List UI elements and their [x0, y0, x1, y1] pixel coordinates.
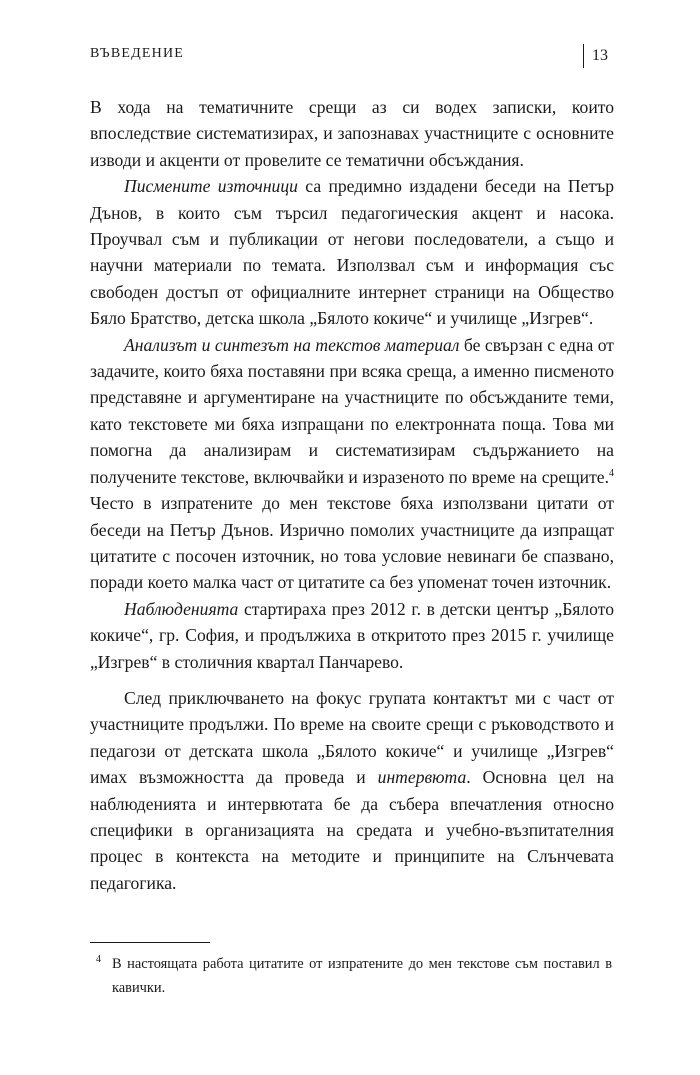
paragraph-4: [90, 596, 614, 675]
paragraph-4-emphasis: Наблюденията: [124, 598, 239, 619]
body-text: [90, 94, 614, 896]
page-number: 13: [592, 47, 608, 64]
paragraph-2-emphasis: Писмените източници: [124, 176, 298, 197]
footnote: [90, 952, 612, 1000]
paragraph-4-text: стартираха през 2012 г. в детски център „Бялото кокиче“, гр. София, и продължиха в откритото през 2015 г. училище „Изгрев“ в столичния квартал Панчарево.: [90, 598, 614, 672]
paragraph-5-text-b: . Основна цел на наблюденията и интервютата бе да събера впечатления относно специфики в организацията на средата и учебно-възпитателния процес в контекста на методите и принципите на Слънчевата педагогика.: [90, 767, 614, 893]
paragraph-3-emphasis: Анализът и синтезът на текстов материал: [124, 334, 460, 355]
footnote-rule: [90, 942, 210, 943]
paragraph-5: [90, 685, 614, 896]
paragraph-3-text-a: бе свързан с една от задачите, които бяха поставяни при всяка среща, а именно писменото представяне и аргументиране на участниците по обсъжданите теми, като текстовете ми бяха изпращани по електронната поща. Това ми помогна да анализирам и систематизирам съдържанието на получените текстове, включвайки и изразеното по време на срещите.: [90, 334, 614, 487]
page-header: [90, 46, 608, 72]
paragraph-2: [90, 173, 614, 331]
paragraph-1: [90, 94, 614, 173]
paragraph-3-text-b: Често в изпратените до мен текстове бяха използвани цитати от беседи на Петър Дънов. Изрично помолих участниците да изпращат цитатите с посочен източник, но това условие невинаги бе спазвано, поради което малка част от цитатите са без упоменат точен източник.: [90, 493, 614, 593]
paragraph-5-emphasis: интервюта: [377, 767, 467, 788]
paragraph-2-text: са предимно издадени беседи на Петър Дънов, в които съм търсил педагогическия акцент и насока. Проучвал съм и публикации от негови последователи, а също и научни материали по темата. Използвал съм и информация със свободен достъп от официалните интернет страници на Общество Бяло Братство, детска школа „Бялото кокиче“ и училище „Изгрев“.: [90, 176, 614, 329]
footnote-reference: 4: [609, 467, 614, 479]
page-number-divider: [583, 44, 584, 68]
paragraph-1-text: В хода на тематичните срещи аз си водех записки, които впоследствие систематизирах, и запознавах участниците с основните изводи и акценти от провелите се тематични обсъждания.: [90, 97, 614, 170]
page-number-block: [583, 44, 608, 68]
footnote-text: В настоящата работа цитатите от изпратените до мен текстове съм поставил в кавички.: [112, 956, 612, 996]
running-head: ВЪВЕДЕНИЕ: [90, 46, 185, 61]
paragraph-5-text-a: След приключването на фокус групата контактът ми с част от участниците продължи. По време на своите срещи с ръководството и педагози от детската школа „Бялото кокиче“ и училище „Изгрев“ имах възможността да проведа и: [90, 687, 614, 788]
paragraph-3: [90, 332, 614, 596]
footnote-mark: 4: [96, 954, 101, 965]
